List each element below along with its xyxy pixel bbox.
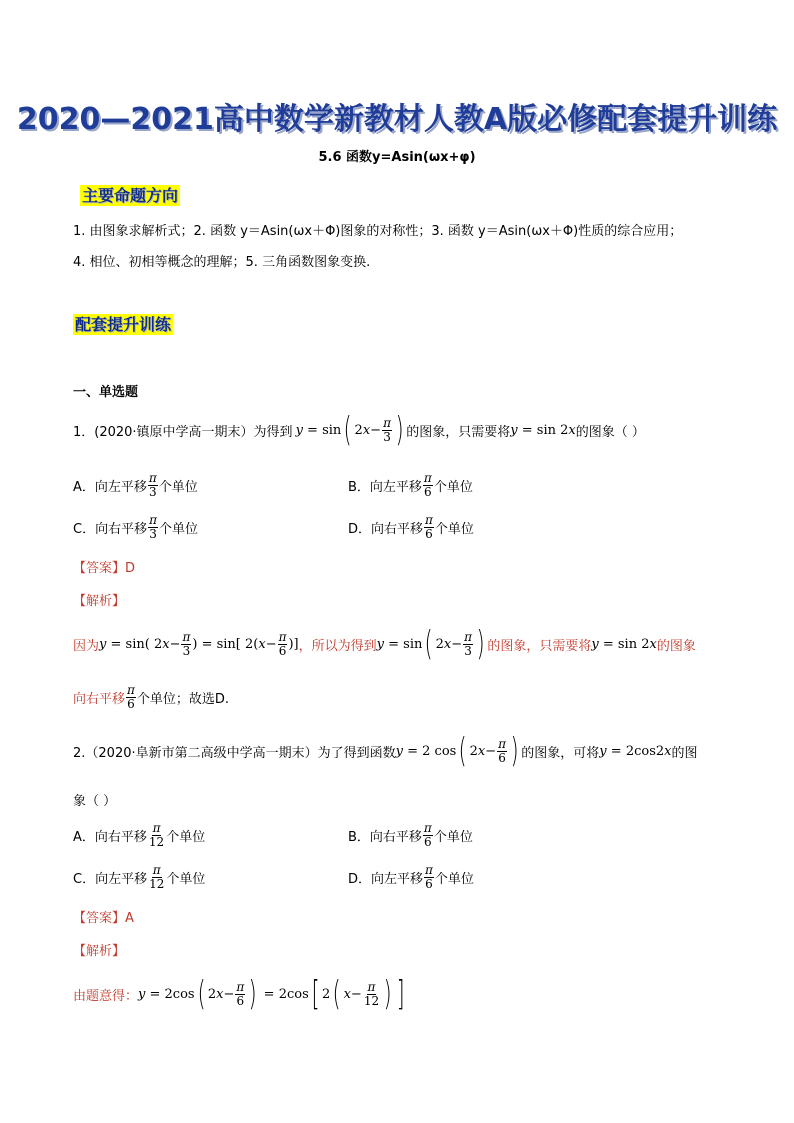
q1-option-d[interactable]: D．向右平移 $\frac{\pi}{6}$ 个单位 [348,513,474,541]
q2-option-b[interactable]: B．向右平移 $\frac{\pi}{6}$ 个单位 [348,821,473,849]
page-subtitle: 5.6 函数y=Asin(ωx+φ) [318,150,476,165]
q1-analysis-label: 【解析】 [73,594,126,609]
directions-line-2: 4. 相位、初相等概念的理解；5. 三角函数图象变换. [73,255,371,270]
part-title: 一、单选题 [73,385,139,400]
q2-analysis-label: 【解析】 [73,944,126,959]
question-2: 2.（2020·阜新市第二高级中学高一期末）为了得到函数 y = 2 cos ( 2 x − $\frac{\pi}{6}$ ) 的图象，可将 y = 2cos2 x 的图 [73,731,698,771]
q1-explanation-line-2: 向右平移 $\frac{\pi}{6}$ 个单位；故选D. [73,683,230,711]
q1-option-a[interactable]: A．向左平移 $\frac{\pi}{3}$ 个单位 [73,471,198,499]
q2-explanation-line-1: 由题意得： y = 2cos ( 2 x − $\frac{\pi}{6}$ ) = 2cos [ 2 ( x − $\frac{\pi}{12}$ ) ] [73,974,405,1014]
section-heading-directions: 主要命题方向 [82,186,179,205]
q1-answer: 【答案】D [73,561,136,576]
page-title: 2020—2021高中数学新教材人教A版必修配套提升训练 [16,102,778,137]
q1-explanation-line-1: 因为 y = sin( 2 x − $\frac{\pi}{3}$ ) = sin[ 2( x − $\frac{\pi}{6}$ )] ，所以为得到 y = sin ( 2 x − $\frac{\pi}{3}$ ) 的图象，只需要将 y = sin 2 x 的图象 [73,624,696,664]
question-1: 1．(2020·镇原中学高一期末）为得到 y = sin ( 2 x − $\frac{\pi}{3}$ ) 的图象，只需要将 y = sin 2 x 的图象（ ） [73,410,645,450]
q2-option-a[interactable]: A．向右平移 $\frac{\pi}{12}$ 个单位 [73,821,206,849]
directions-line-1: 1. 由图象求解析式；2. 函数 y＝Asin(ωx＋Φ)图象的对称性；3. 函数 y＝Asin(ωx＋Φ)性质的综合应用； [73,224,683,239]
q1-option-b[interactable]: B．向左平移 $\frac{\pi}{6}$ 个单位 [348,471,473,499]
q1-option-c[interactable]: C．向右平移 $\frac{\pi}{3}$ 个单位 [73,513,198,541]
section-heading-practice: 配套提升训练 [75,315,172,334]
q2-answer: 【答案】A [73,911,134,926]
q2-option-c[interactable]: C．向左平移 $\frac{\pi}{12}$ 个单位 [73,863,206,891]
question-2-line-2: 象（ ） [73,794,117,809]
q2-option-d[interactable]: D．向左平移 $\frac{\pi}{6}$ 个单位 [348,863,474,891]
